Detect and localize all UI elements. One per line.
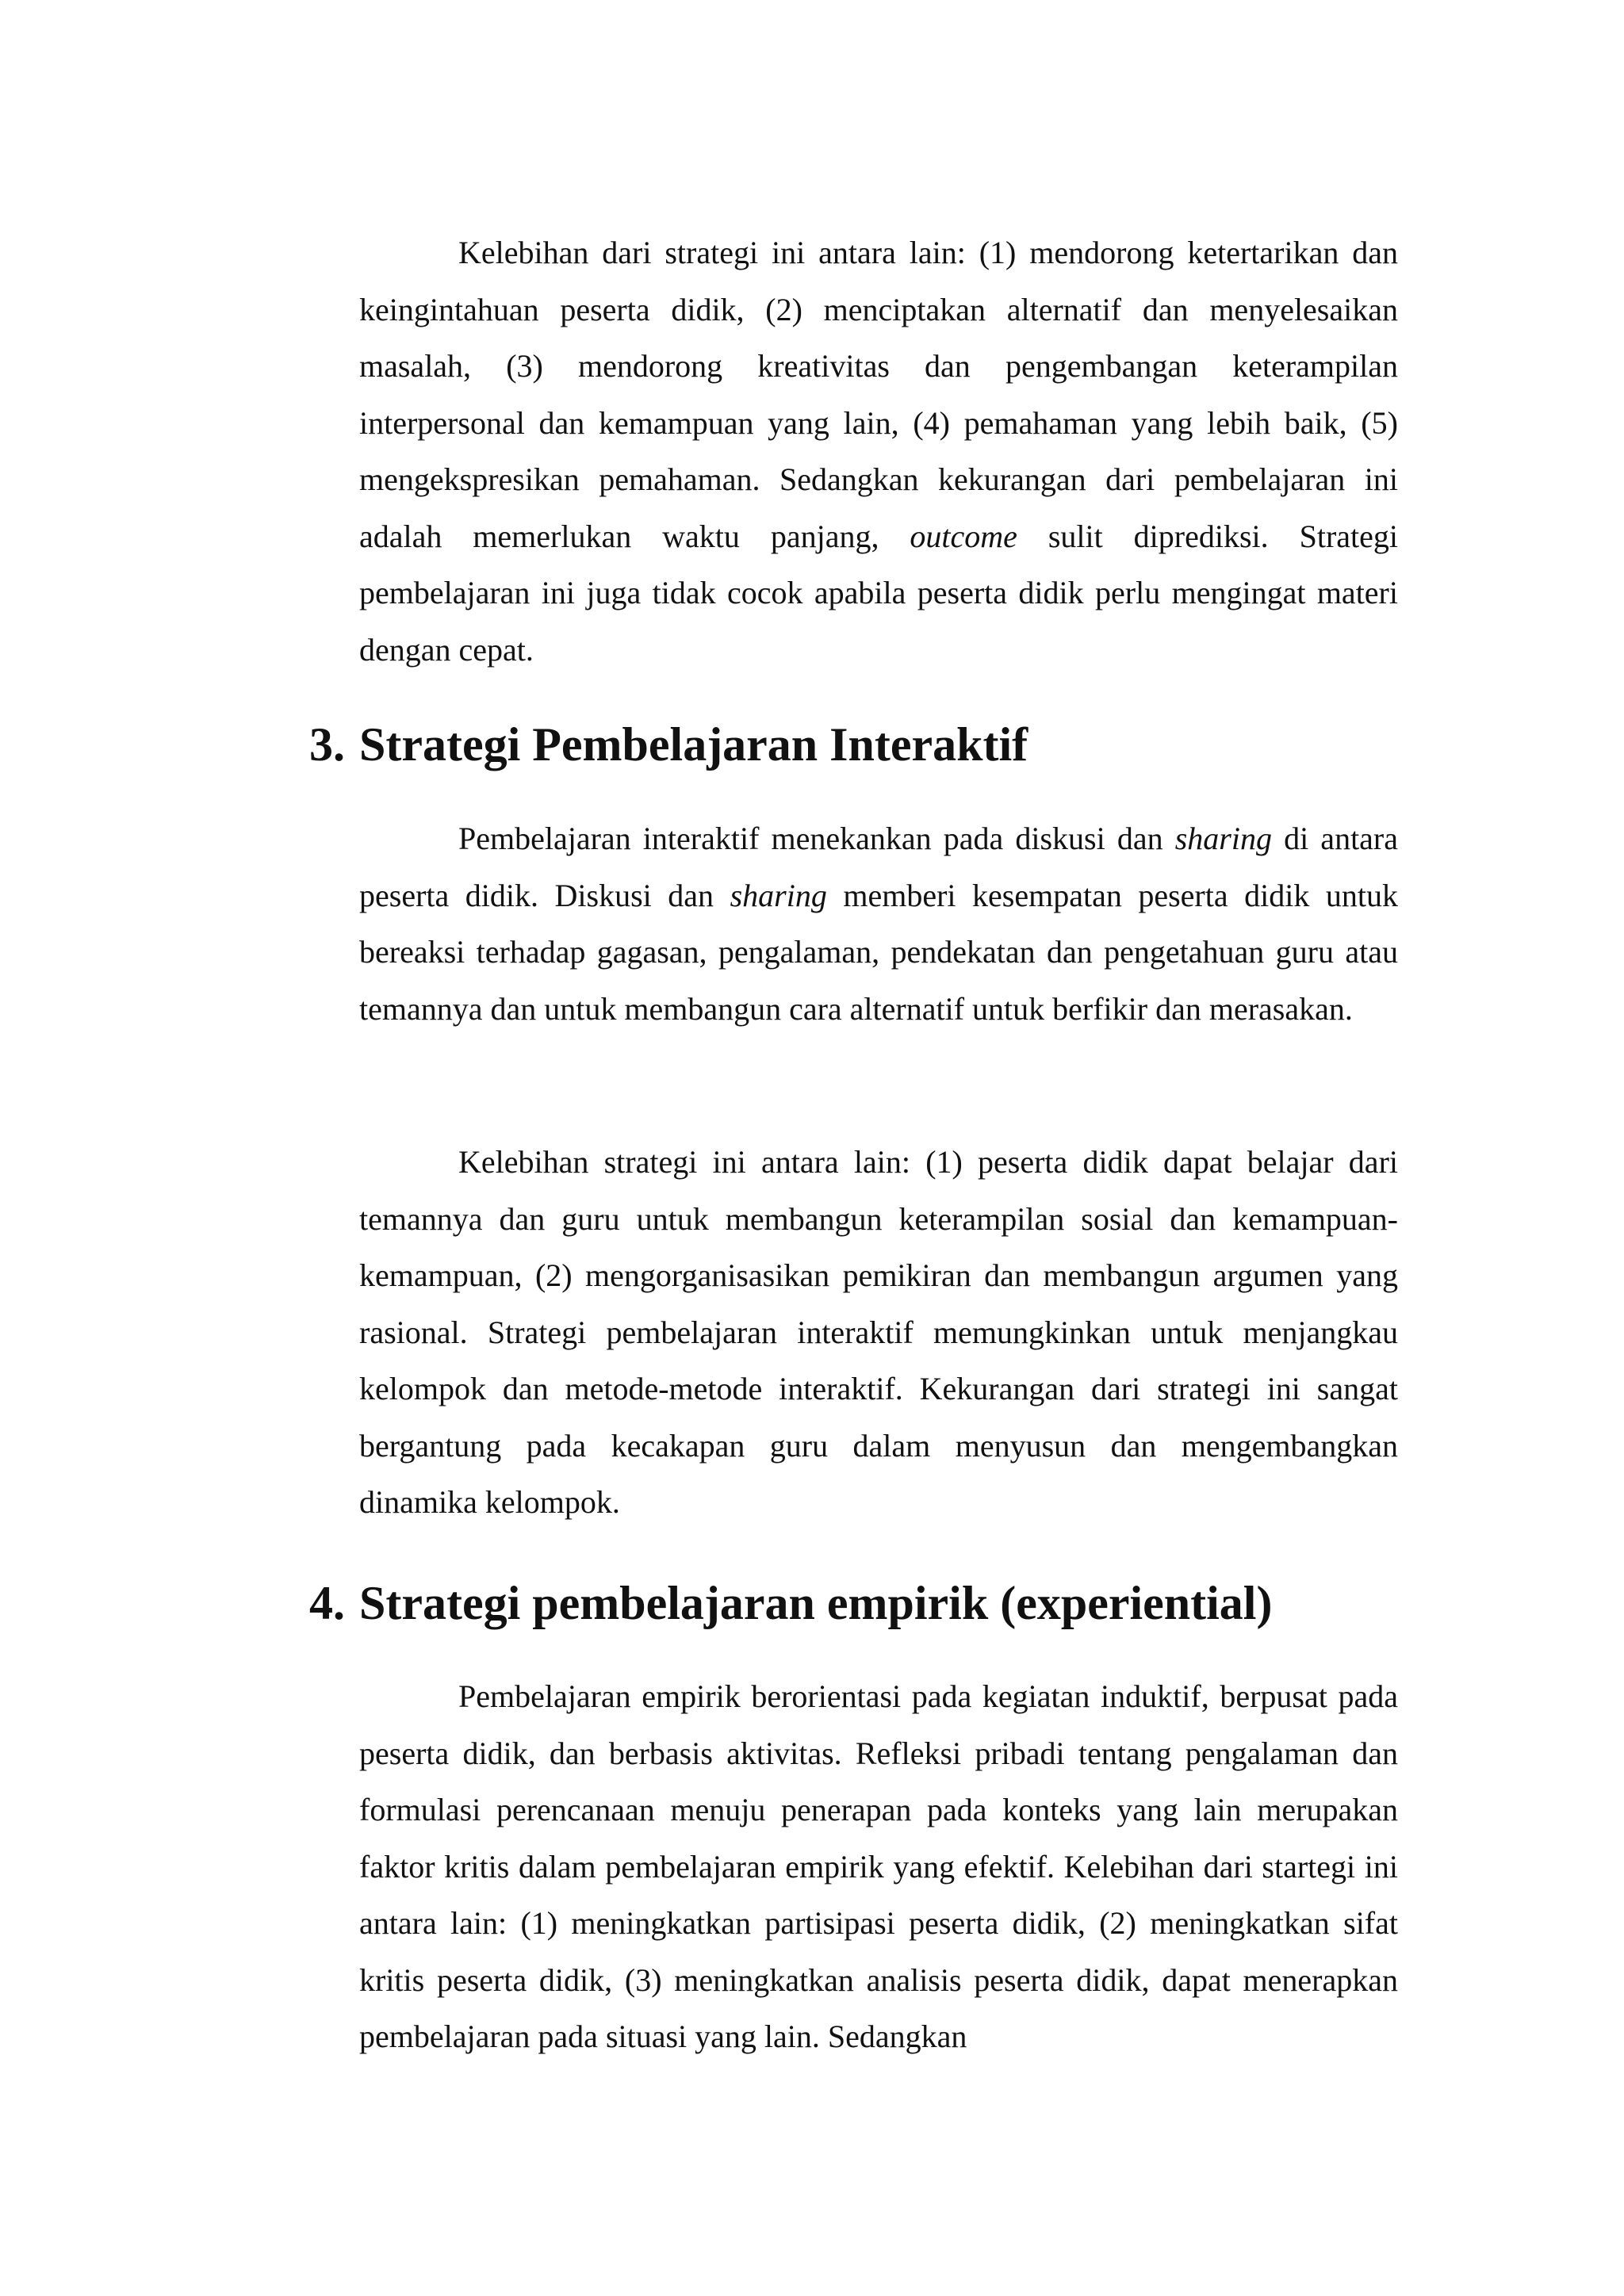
paragraph-advantages-strategy [359,224,1398,678]
section-number: 3. [309,718,345,771]
paragraph-empirik-intro [359,1668,1398,2065]
paragraph-text: Pembelajaran interaktif menekankan pada diskusi dan [458,821,1175,856]
section-number: 4. [309,1577,345,1629]
paragraph-interaktif-advantages [359,1134,1398,1531]
paragraph-text: Kelebihan dari strategi ini antara lain: (1) mendorong ketertarikan dan keingintahuan peserta didik, (2) menciptakan alternatif dan menyelesaikan masalah, (3) mendorong kreativitas dan pengembangan keterampilan interpersonal dan kemampuan yang lain, (4) pemahaman yang lebih baik, (5) mengekspresikan pemahaman. Sedangkan kekurangan dari pembelajaran ini adalah memerlukan waktu panjang, [359,235,1398,554]
paragraph-text: Pembelajaran empirik berorientasi pada kegiatan induktif, berpusat pada peserta didik, dan berbasis aktivitas. Refleksi pribadi tentang pengalaman dan formulasi perencanaan menuju penerapan pada konteks yang lain merupakan faktor kritis dalam pembelajaran empirik yang efektif. Kelebihan dari startegi ini antara lain: (1) meningkatkan partisipasi peserta didik, (2) meningkatkan sifat kritis peserta didik, (3) meningkatkan analisis peserta didik, dapat menerapkan pembelajaran pada situasi yang lain. Sedangkan [359,1678,1398,2054]
italic-term: outcome [910,518,1017,554]
section-title: Strategi Pembelajaran Interaktif [359,718,1028,771]
paragraph-interaktif-intro [359,810,1398,1037]
section-heading-empirik [309,1575,1404,1632]
italic-term: sharing [730,877,827,913]
paragraph-text: Kelebihan strategi ini antara lain: (1) peserta didik dapat belajar dari temannya dan guru untuk membangun keterampilan sosial dan kemampuan-kemampuan, (2) mengorganisasikan pemikiran dan membangun argumen yang rasional. Strategi pembelajaran interaktif memungkinkan untuk menjangkau kelompok dan metode-metode interaktif. Kekurangan dari strategi ini sangat bergantung pada kecakapan guru dalam menyusun dan mengembangkan dinamika kelompok. [359,1144,1398,1520]
paragraph-text: sulit diprediksi. Strategi pembelajaran ini juga tidak cocok apabila peserta didik perlu mengingat materi dengan cepat. [359,518,1398,668]
section-title: Strategi pembelajaran empirik (experiential) [359,1577,1273,1629]
italic-term: sharing [1174,821,1272,856]
paragraph-text: memberi kesempatan peserta didik untuk bereaksi terhadap gagasan, pengalaman, pendekatan dan pengetahuan guru atau temannya dan untuk membangun cara alternatif untuk berfikir dan merasakan. [359,877,1399,1027]
paragraph-text: di antara peserta didik. Diskusi dan [359,821,1399,913]
section-heading-interaktif [309,717,1404,774]
